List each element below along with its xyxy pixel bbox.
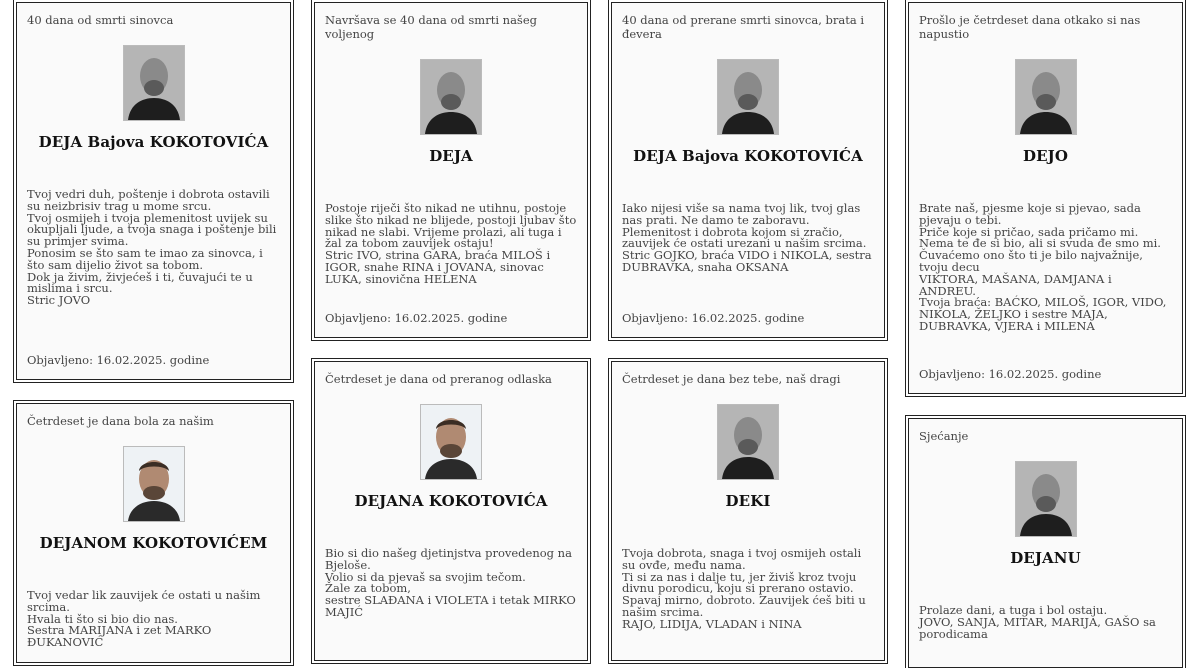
obituary-text: Bio si dio našeg djetinjstva provedenog na Bjeloše. Volio si da pjevaš sa svojim tečom. Žale za tobom, sestre SLAĐANA i VIOLETA i tetak MIRKO MAJIĆ (325, 546, 576, 619)
card-intro: Četrdeset je dana bez tebe, naš dragi (622, 372, 841, 386)
published-date: Objavljeno: 16.02.2025. godine (919, 367, 1102, 381)
obituary-card (314, 361, 588, 661)
obituary-card (611, 2, 885, 338)
portrait-photo (1015, 59, 1077, 135)
deceased-name: DEJO (1022, 147, 1068, 165)
deceased-name: DEJA (429, 147, 473, 165)
obituary-text: Tvoja dobrota, snaga i tvoj osmijeh ostali su ovđe, među nama. Ti si za nas i dalje tu, jer živiš kroz tvoju divnu porodicu, koju si prerano ostavio. Spavaj mirno, dobroto. Zauvijek ćeš biti u našim srcima. RAJO, LIDIJA, VLADAN i NINA (622, 546, 866, 631)
portrait-photo (717, 59, 779, 135)
published-date: Objavljeno: 16.02.2025. godine (27, 353, 210, 367)
card-intro: Navršava se 40 dana od smrti našeg voljenog (325, 13, 537, 41)
deceased-name: DEJA Bajova KOKOTOVIĆA (38, 133, 269, 151)
portrait-photo (420, 59, 482, 135)
published-date: Objavljeno: 16.02.2025. godine (325, 311, 508, 325)
obituary-text: Tvoj vedri duh, poštenje i dobrota ostavili su neizbrisiv trag u mome srcu. Tvoj osmijeh i tvoja plemenitost uvijek su okupljali ljude, a tvoja snaga i poštenje bili su primjer svima. Ponosim se što sam te imao za sinovca, i što sam dijelio život sa tobom. Dok ja živim, živjećeš i ti, čuvajući te u mislima i srcu. Stric JOVO (27, 187, 277, 308)
portrait-photo (123, 45, 185, 121)
card-intro: 40 dana od smrti sinovca (27, 13, 174, 27)
deceased-name: DEJANOM KOKOTOVIĆEM (39, 534, 268, 552)
deceased-name: DEJA Bajova KOKOTOVIĆA (633, 147, 863, 165)
portrait-photo (123, 446, 185, 522)
portrait-photo (420, 404, 482, 480)
obituary-card (611, 361, 885, 661)
obituary-card (908, 2, 1183, 394)
obituary-text: Tvoj vedar lik zauvijek će ostati u našim srcima. Hvala ti što si bio dio nas. Sestra MARIJANA i zet MARKO ĐUKANOVIĆ (27, 588, 261, 650)
deceased-name: DEKI (725, 492, 771, 510)
obituary-text: Postoje riječi što nikad ne utihnu, postoje slike što nikad ne blijede, postoji ljubav što nikad ne slabi. Vrijeme prolazi, ali tuga i žal za tobom zauvijek ostaju! Stric IVO, strina GARA, braća MILOŠ i IGOR, snahe RINA i JOVANA, sinovac LUKA, sinovična HELENA (325, 201, 577, 286)
obituary-text: Brate naš, pjesme koje si pjevao, sada pjevaju o tebi. Priče koje si pričao, sada pričamo mi. Nema te đe si bio, ali si svuda đe smo mi. Čuvaćemo ono što ti je bilo najvažnije, tvoju decu VIKTORA, MAŠANA, DAMJANA i ANDREU. Tvoja braća: BAĆKO, MILOŠ, IGOR, VIDO, NIKOLA, ŽELJKO i sestre MAJA, DUBRAVKA, VJERA i MILENA (919, 201, 1167, 333)
obituary-card (314, 2, 588, 338)
card-intro: Četrdeset je dana bola za našim (27, 414, 214, 428)
obituary-text: Prolaze dani, a tuga i bol ostaju. JOVO, SANJA, MITAR, MARIJA, GAŠO sa porodicama (919, 603, 1156, 641)
published-date: Objavljeno: 16.02.2025. godine (622, 311, 805, 325)
card-intro: Sjećanje (919, 429, 969, 443)
deceased-name: DEJANA KOKOTOVIĆA (354, 492, 548, 510)
deceased-name: DEJANU (1010, 549, 1081, 567)
obituary-card (16, 2, 291, 380)
obituary-card (16, 403, 291, 663)
obituary-card (908, 418, 1183, 668)
card-intro: Prošlo je četrdeset dana otkako si nas napustio (919, 13, 1141, 41)
portrait-photo (717, 404, 779, 480)
card-intro: 40 dana od prerane smrti sinovca, brata i đevera (622, 13, 865, 41)
card-intro: Četrdeset je dana od preranog odlaska (325, 372, 552, 386)
portrait-photo (1015, 461, 1077, 537)
obituary-text: Iako nijesi više sa nama tvoj lik, tvoj glas nas prati. Ne damo te zaboravu. Plemenitost i dobrota kojom si zračio, zauvijek će ostati urezani u našim srcima. Stric GOJKO, braća VIDO i NIKOLA, sestra DUBRAVKA, snaha OKSANA (622, 201, 872, 274)
